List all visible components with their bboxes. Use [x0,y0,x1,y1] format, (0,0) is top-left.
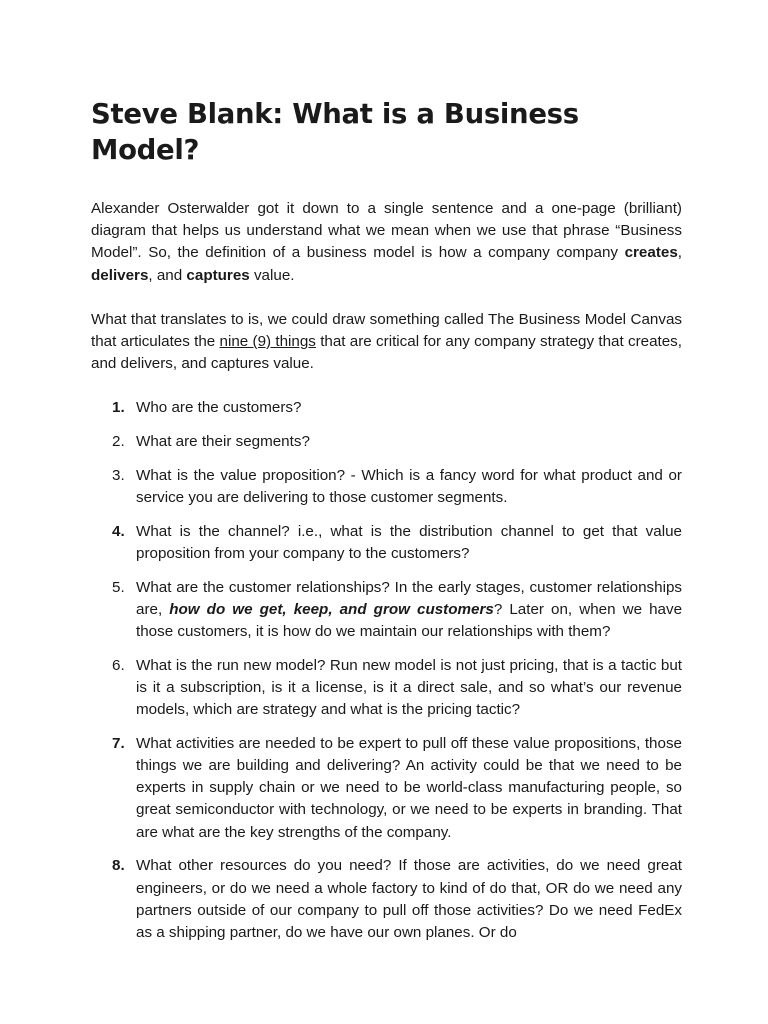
list-text: What is the run new model? Run new model is not just pricing, that is a tactic but is it a subscription, is it a license, is it a direct sale, and so what’s our revenue models, which are strategy and what is the pricing tactic? [136,656,682,719]
intro-paragraph [91,198,682,287]
canvas-end: that are critical for any company strategy that creates, and delivers, and captures value. [91,333,682,373]
list-item-3 [91,465,682,509]
numbered-list [91,397,682,944]
list-item-4 [91,521,682,565]
list-number: 5. [112,578,125,596]
page-title: Steve Blank: What is a Business Model? [91,98,579,166]
list-text: What activities are needed to be expert to pull off these value propositions, those things we are building and delivering? An activity could be that we need to be experts in supply chain or we need to be world-class manufacturing people, so great semiconductor with technology, or we need to be experts in branding. That are what are the key strengths of the company. [136,734,682,841]
list-item-6 [91,655,682,722]
list-text: What are their segments? [136,433,310,451]
intro-end: value. [249,266,295,284]
list-item-7 [91,733,682,844]
list-number: 6. [112,656,125,674]
list-number: 4. [112,522,125,540]
list-number: 7. [112,734,125,752]
list-item-8 [91,855,682,944]
intro-text: Alexander Osterwalder got it down to a single sentence and a one-page (brilliant) diagram that helps us understand what we mean when we use that phrase “Business Model”. So, the definition of a business model is how a company company [91,200,682,262]
list-text: What is the value proposition? - Which is a fancy word for what product and or service you are delivering to those customer segments. [136,466,682,507]
list-text: What are the customer relationships? In the early stages, customer relationships are, [136,578,682,618]
canvas-text: What that translates to is, we could draw something called The Business Model Canvas that articulates the [91,310,682,351]
list-item-1 [91,397,682,419]
list-text-end: ? Later on, when we have those customers, it is how do we maintain our relationships with them? [136,600,683,641]
list-number: 3. [112,466,125,484]
list-emphasis: how do we get, keep, and grow customers [169,600,494,618]
list-number: 1. [112,399,125,417]
intro-sep-1: , [677,244,682,262]
list-number: 8. [112,857,125,875]
list-text: What other resources do you need? If those are activities, do we need great engineers, or do we need a whole factory to kind of do that, OR do we need any partners outside of our company to pull off those activities? Do we need FedEx as a shipping partner, do we have our own planes. Or do [136,857,682,941]
bold-delivers: delivers [91,266,149,284]
bold-creates: creates [624,244,678,262]
intro-sep-2: , and [148,266,187,284]
list-number: 2. [112,433,125,451]
list-text: Who are the customers? [136,399,302,417]
canvas-paragraph [91,309,682,376]
bold-captures: captures [186,266,250,284]
list-item-5 [91,577,682,644]
underlined-nine-things: nine (9) things [219,333,316,351]
list-item-2 [91,431,682,453]
list-text: What is the channel? i.e., what is the distribution channel to get that value proposition from your company to the customers? [136,522,682,562]
